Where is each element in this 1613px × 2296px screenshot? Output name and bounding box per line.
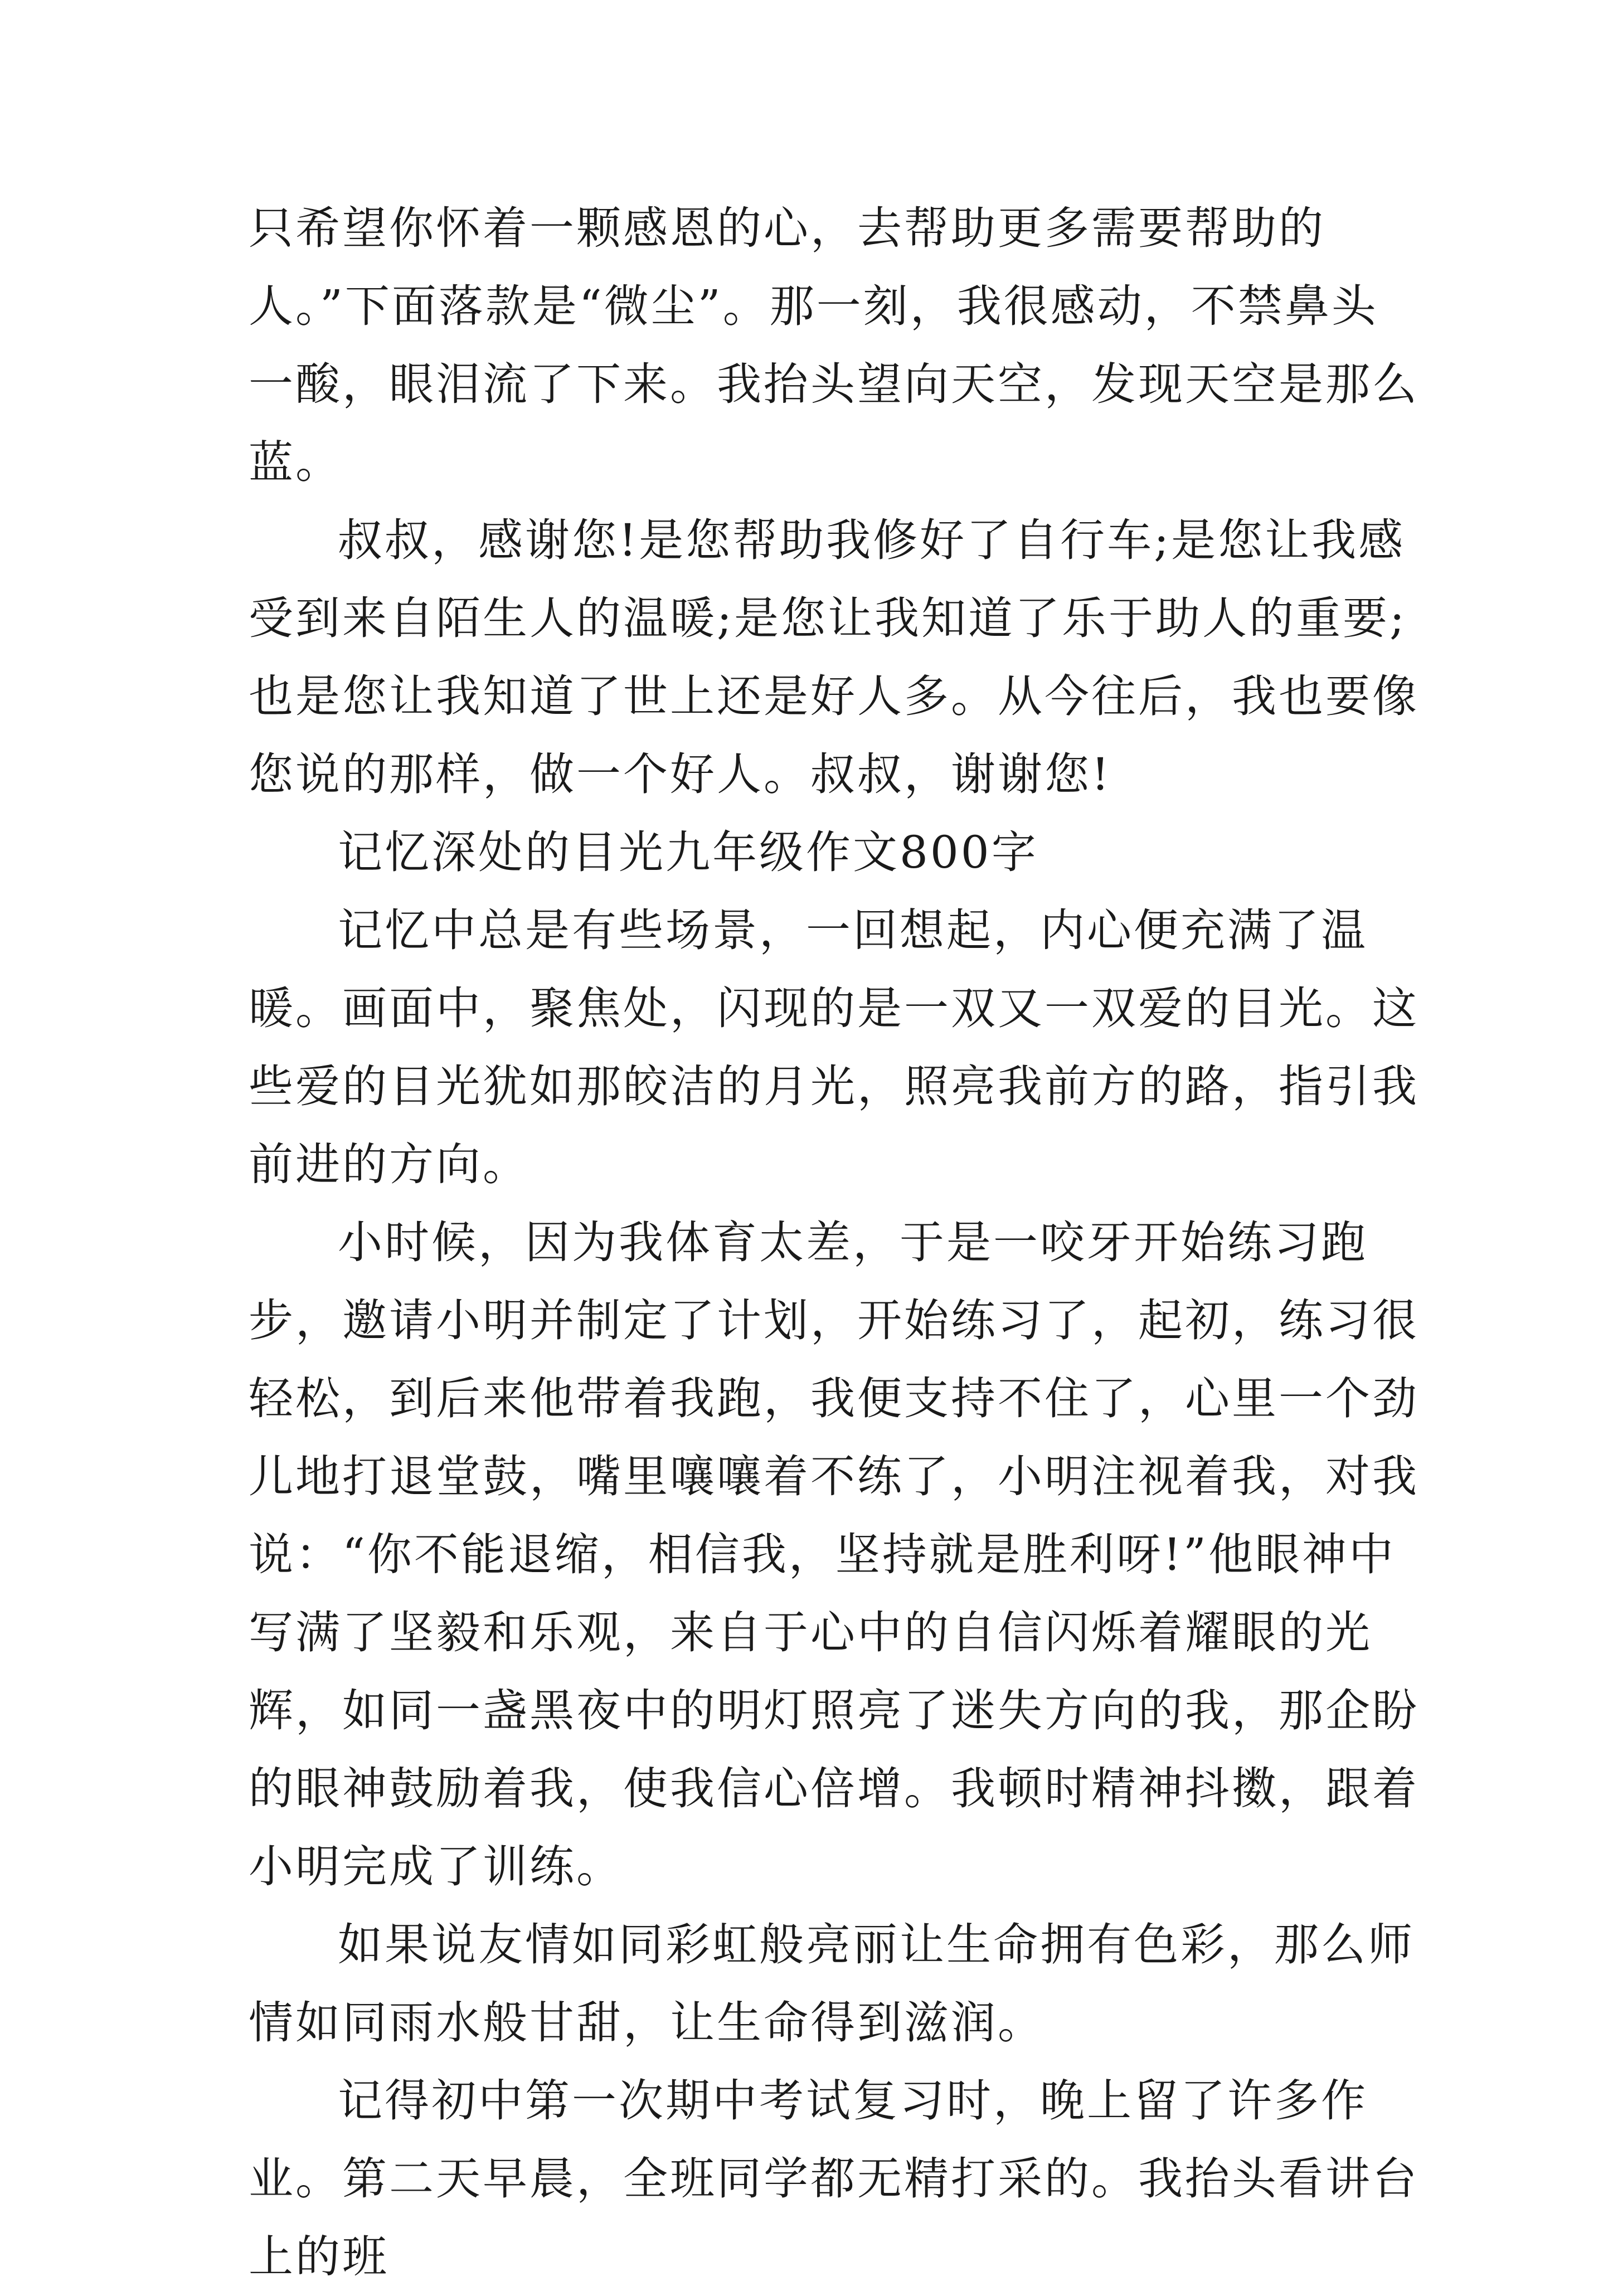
paragraph-4: 小时候，因为我体育太差，于是一咬牙开始练习跑步，邀请小明并制定了计划，开始练习了，起初，练习很轻松，到后来他带着我跑，我便支持不住了，心里一个劲儿地打退堂鼓，嘴里嚷嚷着不练了，小明注视着我，对我说：“你不能退缩，相信我，坚持就是胜利呀!”他眼神中写满了坚毅和乐观，来自于心中的自信闪烁着耀眼的光辉，如同一盏黑夜中的明灯照亮了迷失方向的我，那企盼的眼神鼓励着我，使我信心倍增。我顿时精神抖擞，跟着小明完成了训练。 bbox=[249, 1217, 1419, 1893]
paragraph-5: 如果说友情如同彩虹般亮丽让生命拥有色彩，那么师情如同雨水般甘甜，让生命得到滋润。 bbox=[249, 1919, 1415, 2049]
paragraph-2: 叔叔，感谢您!是您帮助我修好了自行车;是您让我感受到来自陌生人的温暖;是您让我知道了乐于助人的重要;也是您让我知道了世上还是好人多。从今往后，我也要像您说的那样，做一个好人。叔叔，谢谢您! bbox=[249, 514, 1419, 800]
document-body bbox=[249, 189, 1419, 2296]
paragraph-3: 记忆中总是有些场景，一回想起，内心便充满了温暖。画面中，聚焦处，闪现的是一双又一双爱的目光。这些爱的目光犹如那皎洁的月光，照亮我前方的路，指引我前进的方向。 bbox=[249, 904, 1419, 1190]
paragraph-1: 只希望你怀着一颗感恩的心，去帮助更多需要帮助的人。”下面落款是“微尘”。那一刻，我很感动，不禁鼻头一酸，眼泪流了下来。我抬头望向天空，发现天空是那么蓝。 bbox=[249, 202, 1419, 488]
paragraph-6: 记得初中第一次期中考试复习时，晚上留了许多作业。第二天早晨，全班同学都无精打采的。我抬头看讲台上的班 bbox=[249, 2075, 1419, 2283]
essay-title: 记忆深处的目光九年级作文800字 bbox=[338, 826, 1038, 878]
